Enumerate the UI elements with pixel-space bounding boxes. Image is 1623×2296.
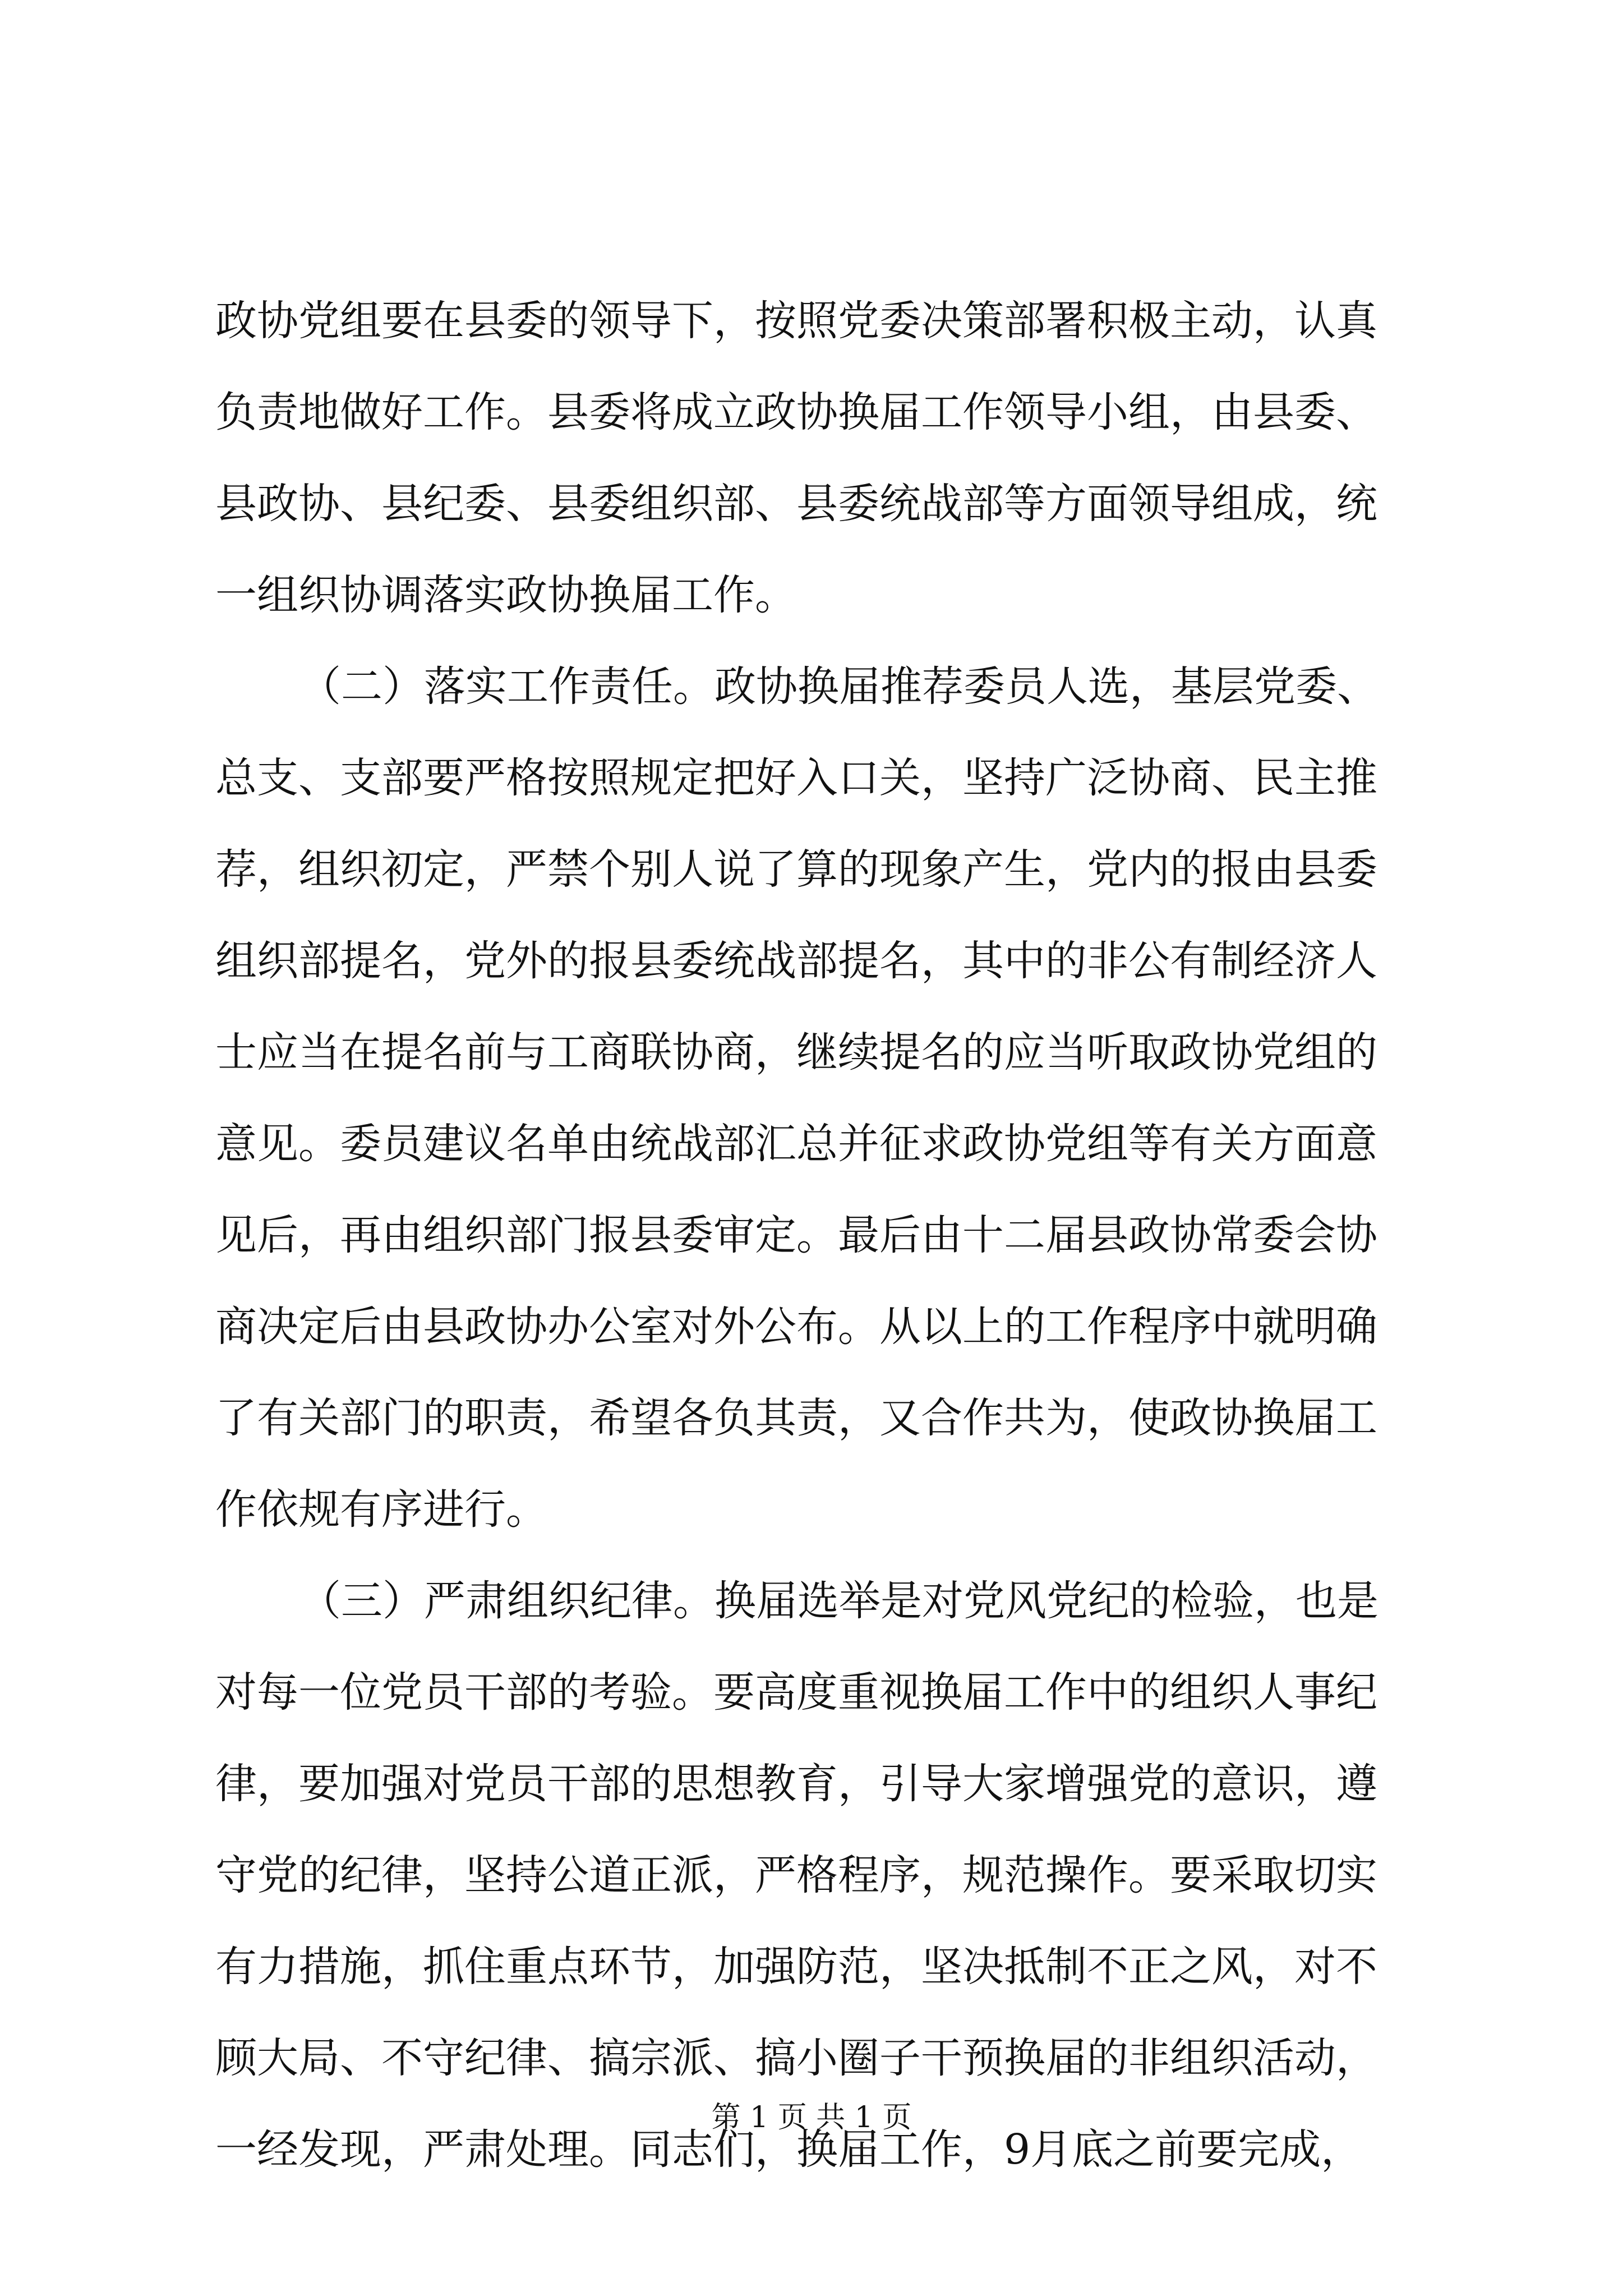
page-footer: 第 1 页 共 1 页: [711, 2101, 912, 2134]
text-line: 守党的纪律，坚持公道正派，严格程序，规范操作。要采取切实: [215, 1851, 1377, 1899]
text-line: 一经发现，严肃处理。同志们，换届工作，9月底之前要完成，: [215, 2125, 1363, 2174]
text-line: 组织部提名，党外的报县委统战部提名，其中的非公有制经济人: [215, 937, 1377, 985]
text-line: 作依规有序进行。: [215, 1485, 547, 1534]
text-line: 见后，再由组织部门报县委审定。最后由十二届县政协常委会协: [215, 1211, 1377, 1259]
paragraph-first-line: （三）严肃组织纪律。换届选举是对党风党纪的检验，也是: [299, 1577, 1378, 1625]
text-line: 对每一位党员干部的考验。要高度重视换届工作中的组织人事纪: [215, 1668, 1377, 1717]
text-line: 士应当在提名前与工商联协商，继续提名的应当听取政协党组的: [215, 1028, 1377, 1076]
text-line: 有力措施，抓住重点环节，加强防范，坚决抵制不正之风，对不: [215, 1943, 1377, 1991]
text-line: 一组织协调落实政协换届工作。: [215, 571, 796, 619]
text-line: 负责地做好工作。县委将成立政协换届工作领导小组，由县委、: [215, 388, 1377, 436]
text-line: 总支、支部要严格按照规定把好入口关，坚持广泛协商、民主推: [215, 754, 1377, 802]
text-line: 律，要加强对党员干部的思想教育，引导大家增强党的意识，遵: [215, 1760, 1377, 1808]
text-line: 意见。委员建议名单由统战部汇总并征求政协党组等有关方面意: [215, 1120, 1377, 1168]
text-line: 顾大局、不守纪律、搞宗派、搞小圈子干预换届的非组织活动，: [215, 2034, 1377, 2082]
text-line: 商决定后由县政协办公室对外公布。从以上的工作程序中就明确: [215, 1303, 1377, 1351]
text-line: 政协党组要在县委的领导下，按照党委决策部署积极主动，认真: [215, 297, 1377, 345]
paragraph-first-line: （二）落实工作责任。政协换届推荐委员人选，基层党委、: [299, 662, 1378, 711]
text-line: 荐，组织初定，严禁个别人说了算的现象产生，党内的报由县委: [215, 845, 1377, 894]
text-line: 了有关部门的职责，希望各负其责，又合作共为，使政协换届工: [215, 1394, 1377, 1442]
text-line: 县政协、县纪委、县委组织部、县委统战部等方面领导组成，统: [215, 480, 1377, 528]
